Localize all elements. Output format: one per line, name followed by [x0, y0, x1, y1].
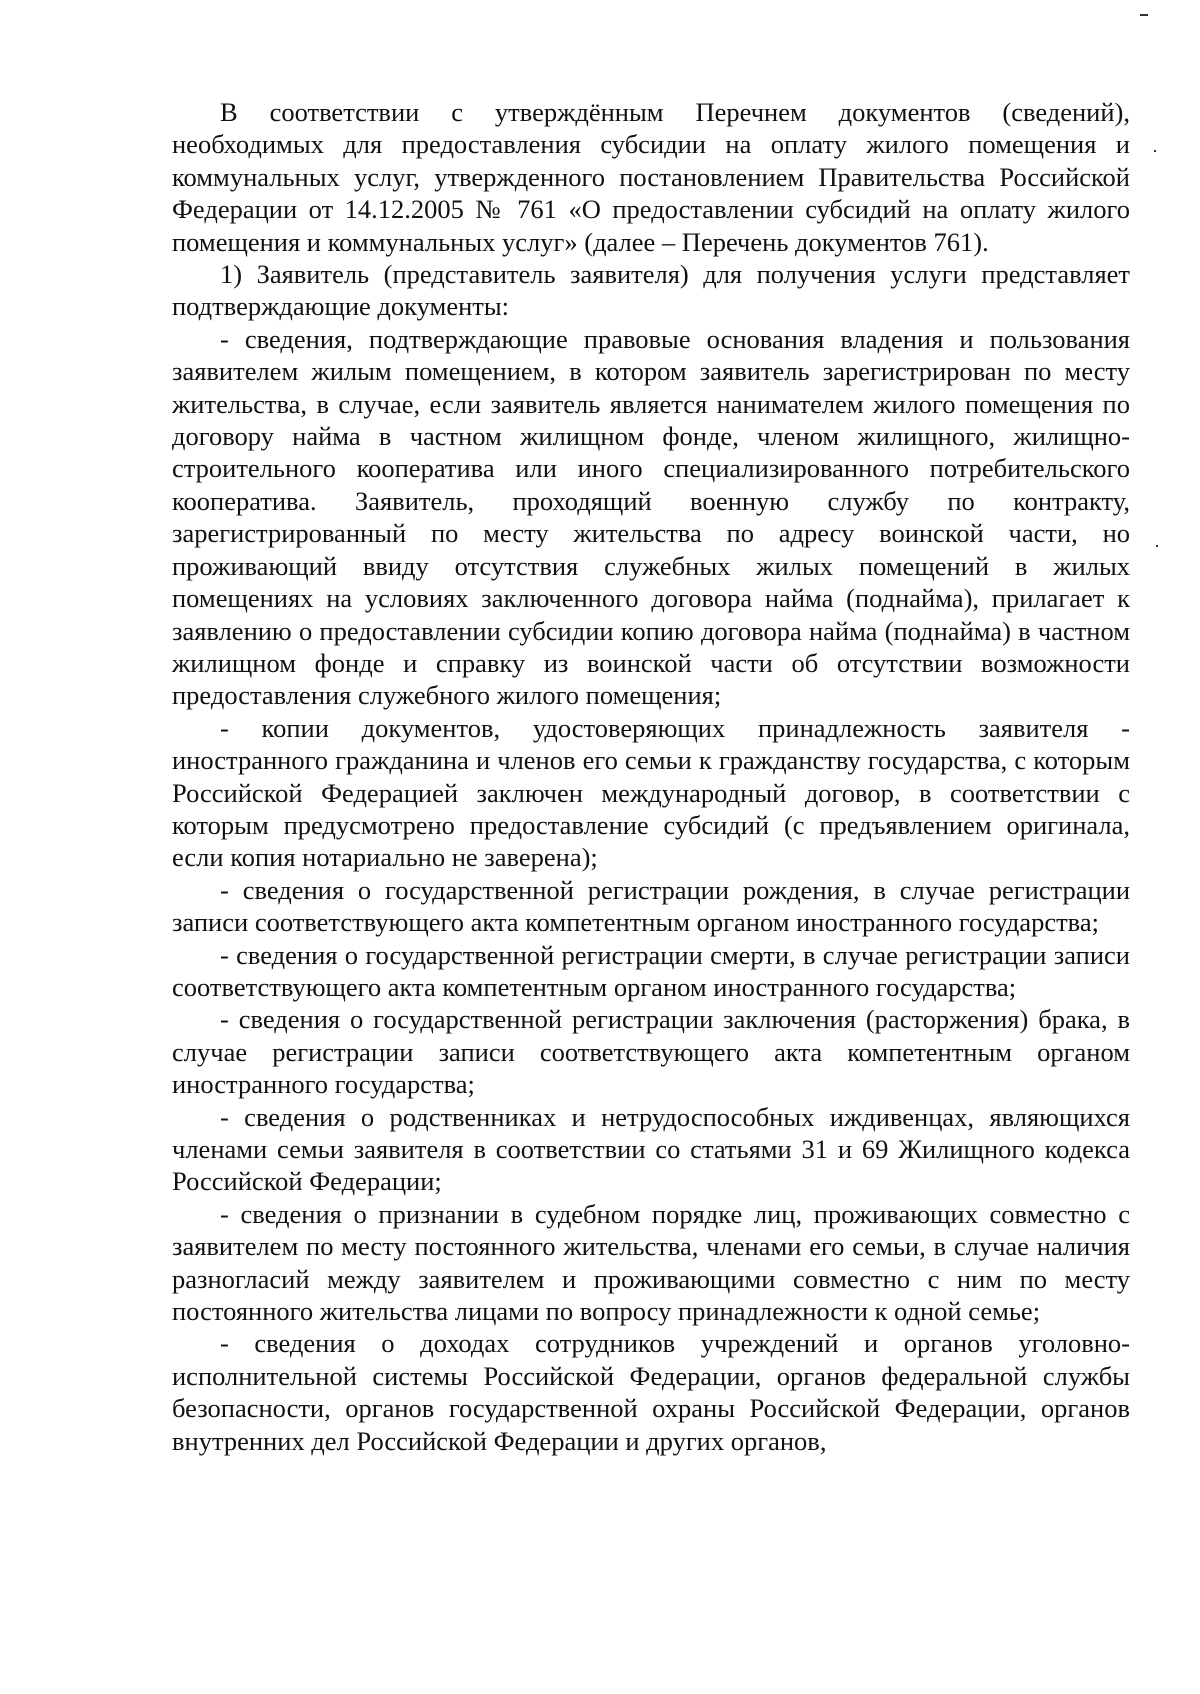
scan-artifact-dot [1156, 545, 1158, 547]
foreign-citizenship-paragraph: - копии документов, удостоверяющих принадлежность заявителя - иностранного гражданина и членов его семьи к гражданству государства, с которым Российской Федерацией заключен международный договор, в соответствии с которым предусмотрено предоставление субсидий (с предъявлением оригинала, если копия нотариально не заверена); [172, 712, 1130, 873]
birth-registration-paragraph: - сведения о государственной регистрации рождения, в случае регистрации записи соответствующего акта компетентным органом иностранного государства; [172, 874, 1130, 938]
relatives-dependents-paragraph: - сведения о родственниках и нетрудоспособных иждивенцах, являющихся членами семьи заявителя в соответствии со статьями 31 и 69 Жилищного кодекса Российской Федерации; [172, 1101, 1130, 1197]
scan-artifact-dot [1154, 150, 1156, 152]
item-1-paragraph: 1) Заявитель (представитель заявителя) для получения услуги представляет подтверждающие документы: [172, 259, 1130, 322]
death-registration-paragraph: - сведения о государственной регистрации смерти, в случае регистрации записи соответствующего акта компетентным органом иностранного государства; [172, 939, 1130, 1002]
intro-paragraph: В соответствии с утверждённым Перечнем документов (сведений), необходимых для предоставления субсидии на оплату жилого помещения и коммунальных услуг, утвержденного постановлением Правительства Российской Федерации от 14.12.2005 № 761 «О предоставлении субсидий на оплату жилого помещения и коммунальных услуг» (далее – Перечень документов 761). [172, 97, 1130, 257]
scan-artifact-mark [1140, 14, 1148, 16]
marriage-registration-paragraph: - сведения о государственной регистрации заключения (расторжения) брака, в случае регистрации записи соответствующего акта компетентным органом иностранного государства; [172, 1004, 1130, 1100]
document-body [172, 96, 1130, 1457]
family-recognition-paragraph: - сведения о признании в судебном порядке лиц, проживающих совместно с заявителем по месту постоянного жительства, членами его семьи, в случае наличия разногласий между заявителем и проживающими совместно с ним по месту постоянного жительства лицами по вопросу принадлежности к одной семье; [172, 1198, 1130, 1327]
income-paragraph: - сведения о доходах сотрудников учреждений и органов уголовно-исполнительной системы Российской Федерации, органов федеральной службы безопасности, органов государственной охраны Российской Федерации, органов внутренних дел Российской Федерации и других органов, [172, 1328, 1130, 1456]
housing-rights-paragraph: - сведения, подтверждающие правовые основания владения и пользования заявителем жилым помещением, в котором заявитель зарегистрирован по месту жительства, в случае, если заявитель является нанимателем жилого помещения по договору найма в частном жилищном фонде, членом жилищного, жилищно-строительного кооператива или иного специализированного потребительского кооператива. Заявитель, проходящий военную службу по контракту, зарегистрированный по месту жительства по адресу воинской части, но проживающий ввиду отсутствия служебных жилых помещений в жилых помещениях на условиях заключенного договора найма (поднайма), прилагает к заявлению о предоставлении субсидии копию договора найма (поднайма) в частном жилищном фонде и справку из воинской части об отсутствии возможности предоставления служебного жилого помещения; [172, 323, 1130, 711]
